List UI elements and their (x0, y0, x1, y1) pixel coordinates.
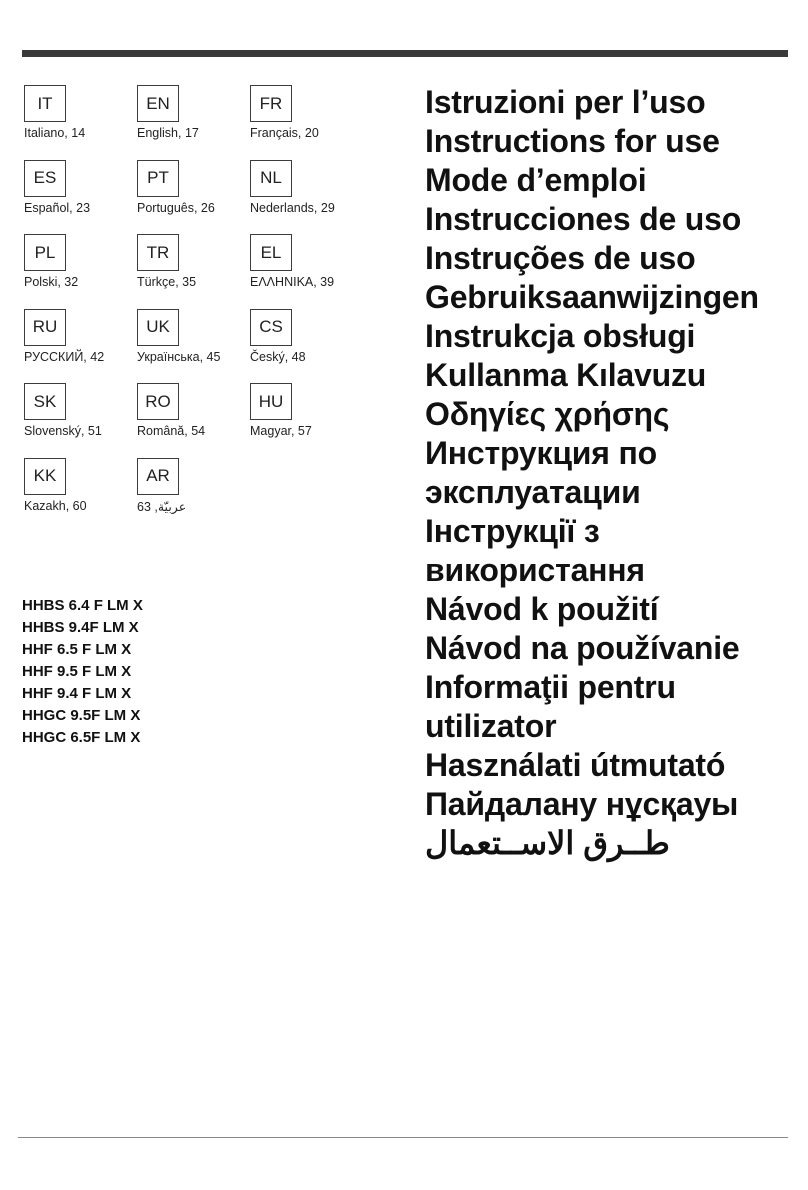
language-code-box: KK (24, 458, 66, 495)
language-page-label: Italiano, 14 (24, 126, 86, 140)
language-code-box: RU (24, 309, 66, 346)
language-entry-ar[interactable] (137, 458, 250, 533)
language-code-box: EL (250, 234, 292, 271)
language-entry-cs[interactable] (250, 309, 363, 384)
title-line: Инструкция по (425, 435, 657, 471)
language-entry-it[interactable] (24, 85, 137, 160)
title-line: Mode d’emploi (425, 162, 647, 198)
language-page-label: عربيّة, 63 (137, 499, 187, 514)
language-page-label: Türkçe, 35 (137, 275, 197, 290)
language-code-box: AR (137, 458, 179, 495)
language-code-box: CS (250, 309, 292, 346)
language-index (24, 85, 384, 533)
model-name: HHF 9.4 F LM X (22, 685, 132, 702)
language-page-label: Українська, 45 (137, 349, 221, 364)
language-entry-fr[interactable] (250, 85, 363, 160)
language-page-label: Español, 23 (24, 200, 91, 215)
title-line: Návod k použití (425, 591, 659, 627)
title-line: Instruções de uso (425, 240, 696, 276)
title-line: Instrucciones de uso (425, 201, 742, 237)
instruction-titles (425, 83, 805, 863)
language-code-box: PT (137, 160, 179, 197)
title-line: Gebruiksaanwijzingen (425, 279, 759, 315)
title-line: Instrukcja obsługi (425, 318, 696, 354)
language-page-label: ΕΛΛΗΝΙΚΑ, 39 (250, 275, 335, 290)
title-line: utilizator (425, 708, 557, 744)
language-page-label: English, 17 (137, 126, 199, 140)
title-line: Návod na používanie (425, 630, 740, 666)
model-name: HHF 6.5 F LM X (22, 641, 132, 658)
title-line: Használati útmutató (425, 747, 726, 783)
language-entry-nl[interactable] (250, 160, 363, 235)
language-code-box: SK (24, 383, 66, 420)
language-page-label: Kazakh, 60 (24, 498, 87, 513)
title-line: Οδηγίες χρήσης (425, 396, 670, 432)
language-entry-pl[interactable] (24, 234, 137, 309)
model-name: HHGC 9.5F LM X (22, 707, 141, 724)
language-page-label: Magyar, 57 (250, 424, 312, 439)
language-code-box: TR (137, 234, 179, 271)
model-name: HHF 9.5 F LM X (22, 663, 132, 680)
model-name: HHBS 6.4 F LM X (22, 597, 143, 614)
language-page-label: Polski, 32 (24, 275, 79, 290)
title-line: طــرق الاســتعمال (425, 825, 670, 861)
language-code-box: FR (250, 85, 292, 122)
language-code-box: RO (137, 383, 179, 420)
model-list (22, 595, 143, 749)
language-code-box: NL (250, 160, 292, 197)
title-line: эксплуатации (425, 474, 641, 510)
language-code-box: EN (137, 85, 179, 122)
title-line: Informaţii pentru (425, 669, 676, 705)
language-page-label: Română, 54 (137, 424, 206, 439)
language-page-label: Português, 26 (137, 200, 215, 215)
language-entry-ru[interactable] (24, 309, 137, 384)
title-line: Kullanma Kılavuzu (425, 357, 707, 393)
language-entry-es[interactable] (24, 160, 137, 235)
top-rule (22, 50, 788, 57)
language-page-label: РУССКИЙ, 42 (24, 349, 105, 364)
language-code-box: UK (137, 309, 179, 346)
language-code-box: HU (250, 383, 292, 420)
language-code-box: ES (24, 160, 66, 197)
language-entry-hu[interactable] (250, 383, 363, 458)
language-entry-sk[interactable] (24, 383, 137, 458)
model-name: HHGC 6.5F LM X (22, 729, 141, 746)
language-code-box: PL (24, 234, 66, 271)
title-line: Пайдалану нұсқауы (425, 786, 739, 822)
language-entry-en[interactable] (137, 85, 250, 160)
language-code-box: IT (24, 85, 66, 122)
language-page-label: Český, 48 (250, 349, 306, 364)
title-line: використання (425, 552, 645, 588)
title-line: Інструкції з (425, 513, 600, 549)
language-page-label: Français, 20 (250, 126, 319, 140)
language-entry-tr[interactable] (137, 234, 250, 309)
bottom-rule (18, 1137, 788, 1138)
title-line: Istruzioni per l’uso (425, 84, 706, 120)
title-line: Instructions for use (425, 123, 720, 159)
language-entry-ro[interactable] (137, 383, 250, 458)
language-entry-el[interactable] (250, 234, 363, 309)
language-entry-uk[interactable] (137, 309, 250, 384)
model-name: HHBS 9.4F LM X (22, 619, 139, 636)
language-page-label: Slovenský, 51 (24, 424, 102, 439)
language-entry-pt[interactable] (137, 160, 250, 235)
language-page-label: Nederlands, 29 (250, 200, 335, 215)
language-entry-kk[interactable] (24, 458, 137, 533)
